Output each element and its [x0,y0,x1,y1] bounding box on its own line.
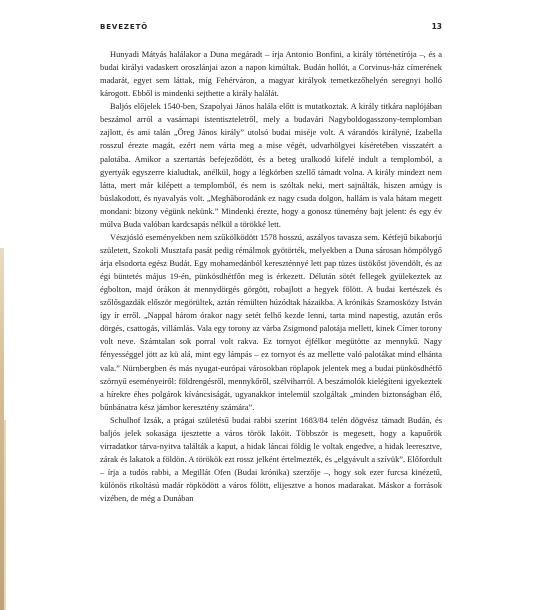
page-number: 13 [431,22,442,31]
paragraph-schulhof: Schulhof Izsák, a prágai születésű budai rabbi szerint 1683/84 telén dögvész támadt Budán, és baljós jelek sokasága ijesztette a város török lakóit. Többször is megesett, hogy a kapuőrök virradatkor tárva-nyitva találták a kaput, a hidak láncai földig le voltak engedve, a hidak leeresztve, zárak és lakatok a földön. A törökök ezt rossz jelként értelmezték, és „elgyávult a szívük”. Előfordult – írja a tudós rabbi, a Megillát Ofen (Budai krónika) szerzője –, hogy sok ezer furcsa kinézetű, különös rikoltású madár röpködött a város fölött, elijesztve a honos madarakat. Máskor a források vizében, de még a Dunában [100,414,442,504]
paragraph-1578: Vészjósló eseményekben nem szűkölködött 1578 hosszú, aszályos tavasza sem. Kétfejű bikaborjú született, Szokoli Musztafa pasát pedig rémálmok gyötörték, melyekben a Duna sárosan hömpölygő árja elsodorta egész Budát. Egy mohamedánból kereszténnyé lett pap tüzes üstökőst jövendölt, és az égi büntetés május 19-én, pünkösdhétfőn meg is érkezett. Délután sötét fellegek gyülekeztek az égbolton, majd órákon át mennydörgés görgött, robajlott a hegyek fölött. A budai kertészek és szőlősgazdák először megörültek, aztán rémülten húzódtak házaikba. A krónikás Szamosközy István így ír erről. „Nappal három órakor nagy setét felhő kezde lenni, tarta mind napestig, azután erős dörgés, csattogás, villámlás. Vala egy torony az várba Zsigmond palotája mellett, kinek Címer torony volt neve. Számtalan sok porral volt rakva. Ez tornyot éjfélkor megütötte az mennykű. Nagy fényességgel jött az kü alá, mint egy lámpás – ez tornyot és az mellette való palotákat mind elhánta vala.” Nürnbergben és más nyugat-európai városokban röplapok jelentek meg a budai pünkösdhétfő szörnyű eseményeiről: földrengésről, mennykőről, szélviharról. A beszámolók kielégíteni igyekeztek a hírekre éhes polgárok kíváncsiságát, ugyanakkor intelemül szolgáltak „minden biztonságban élő, bűnbánatra kész jámbor keresztény számára”. [100,231,442,412]
page-edge-shadow-inner [4,420,6,610]
body-text [100,48,442,505]
paragraph-szapolyai: Baljós előjelek 1540-ben, Szapolyai János halála előtt is mutatkoztak. A király titkára naplójában beszámol arról a vasárnapi istentiszteletről, mely a budavári Nagyboldogasszony-templomban zajlott, és ami talán „Öreg János király” utolsó budai miséje volt. A várandós királyné, Izabella rosszul érezte magát, ezért nem várta meg a mise végét, udvarhölgyei kíséretében visszatért a palotába. Amikor a szertartás befejeződött, és a beteg uralkodó kifelé indult a templomból, a gyertyák egyszerre kialudtak, anélkül, hogy a légkörben szellő támadt volna. A király mindezt nem látta, mert már kilépett a templomból, és nem is szóltak neki, mert sajnálták, hiszen amúgy is búslakodott, és nyavalyás volt. „Meghăborodánk ez nagy csuda dolgon, hallám is vala hátam megett mondani: bizony végünk nekünk.” Mindenki érezte, hogy a gonosz tünemény bajt jelent: és egy év múlva Buda valóban kardcsapás nélkül a törökké lett. [100,101,442,229]
page-header [100,22,442,36]
running-head: BEVEZETŐ [100,23,149,31]
paragraph-hunyadi: Hunyadi Mátyás halálakor a Duna megáradt – írja Antonio Bonfini, a király történetírója –, és a budai királyi vadaskert oroszlánjai azon a napon kimúltak. Budán hollót, a Corvinus-ház címerének madarát, egyet sem láttak, míg Fehérváron, a magyar királyok temetkezőhelyén seregnyi holló károgott. Ebből is mindenki sejthette a király halálát. [100,49,442,99]
